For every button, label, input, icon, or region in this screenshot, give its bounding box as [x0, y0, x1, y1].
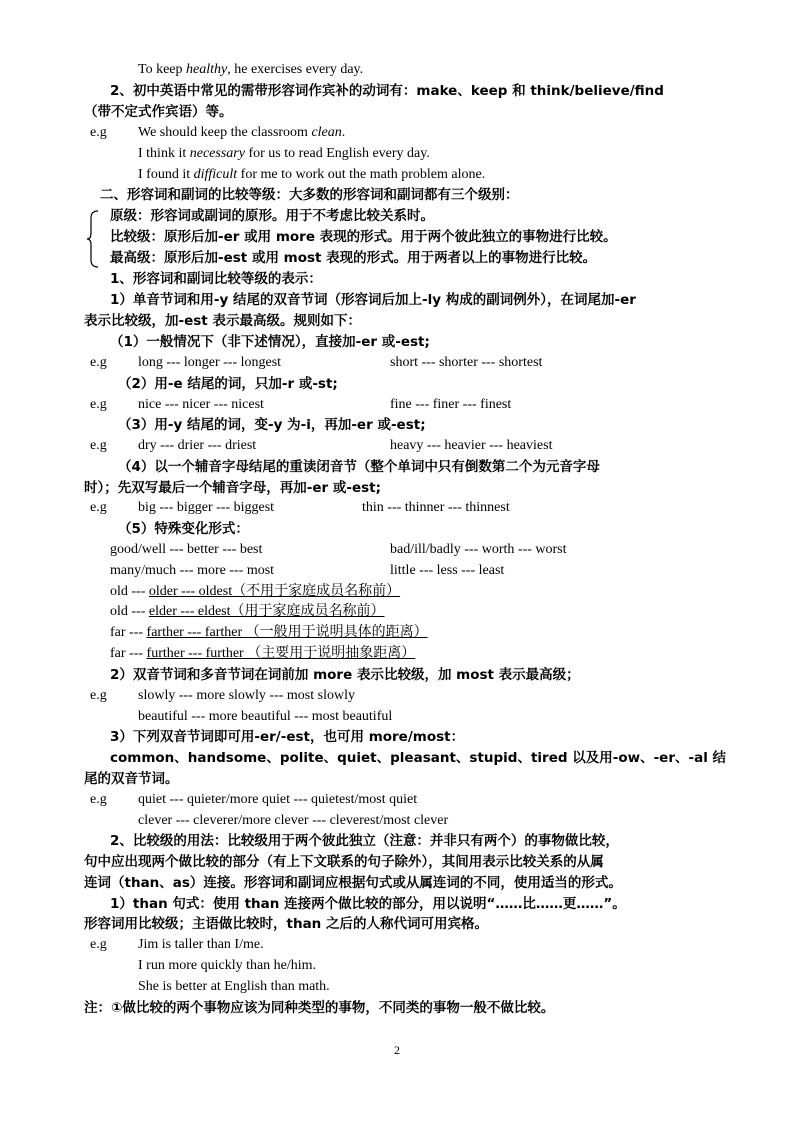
example-line: clever --- cleverer/more clever --- cleverest/most clever: [138, 813, 449, 828]
text-line: 形容词用比较级；主语做比较时，than 之后的人称代词可用宾格。: [84, 916, 488, 932]
text-line: （4）以一个辅音字母结尾的重读闭音节（整个单词中只有倒数第二个为元音字母: [118, 459, 600, 475]
text-line: 2、比较级的用法：比较级用于两个彼此独立（注意：并非只有两个）的事物做比较，: [110, 833, 619, 849]
text-line: （1）一般情况下（非下述情况），直接加-er 或-est;: [110, 334, 430, 350]
example-line: I think it necessary for us to read English every day.: [138, 146, 430, 161]
example-line: I found it difficult for me to work out the math problem alone.: [138, 167, 486, 182]
text-line: 最高级：原形后加-est 或用 most 表现的形式。用于两者以上的事物进行比较。: [110, 250, 597, 266]
text-line: 表示比较级，加-est 表示最高级。规则如下：: [84, 313, 361, 329]
eg-label: e.g: [90, 688, 107, 703]
example-line: many/much --- more --- most: [110, 563, 275, 578]
text-line: 原级：形容词或副词的原形。用于不考虑比较关系时。: [110, 208, 434, 224]
example-line: big --- bigger --- biggest: [138, 500, 275, 515]
text-line: （带不定式作宾语）等。: [84, 104, 233, 120]
eg-label: e.g: [90, 397, 107, 412]
example-line: old --- older --- oldest（不用于家庭成员名称前）: [110, 584, 401, 599]
text-line: 3）下列双音节词即可用-er/-est，也可用 more/most：: [110, 729, 465, 745]
example-line: slowly --- more slowly --- most slowly: [138, 688, 355, 703]
text-line: （3）用-y 结尾的词，变-y 为-i，再加-er 或-est;: [118, 417, 426, 433]
eg-label: e.g: [90, 500, 107, 515]
example-line: We should keep the classroom clean.: [138, 125, 346, 140]
example-line: short --- shorter --- shortest: [390, 355, 543, 370]
example-line: dry --- drier --- driest: [138, 438, 257, 453]
text-line: 尾的双音节词。: [84, 771, 179, 787]
text-line: 比较级：原形后加-er 或用 more 表现的形式。用于两个彼此独立的事物进行比较。: [110, 229, 617, 245]
eg-label: e.g: [90, 937, 107, 952]
text-line: （2）用-e 结尾的词，只加-r 或-st;: [118, 376, 338, 392]
example-line: nice --- nicer --- nicest: [138, 397, 264, 412]
example-line: fine --- finer --- finest: [390, 397, 512, 412]
note-line: 注：①做比较的两个事物应该为同种类型的事物，不同类的事物一般不做比较。: [84, 1000, 555, 1016]
text-line: 句中应出现两个做比较的部分（有上下文联系的句子除外），其间用表示比较关系的从属: [84, 854, 604, 870]
brace-icon: [86, 210, 100, 268]
example-line: thin --- thinner --- thinnest: [362, 500, 510, 515]
text-line: 1、形容词和副词比较等级的表示：: [110, 271, 322, 287]
text-line: common、handsome、polite、quiet、pleasant、stupid、tired 以及用-ow、-er、-al 结: [110, 750, 727, 766]
example-line: long --- longer --- longest: [138, 355, 282, 370]
text-line: 2）双音节词和多音节词在词前加 more 表示比较级，加 most 表示最高级；: [110, 667, 580, 683]
example-line: I run more quickly than he/him.: [138, 958, 317, 973]
section-heading: 二、形容词和副词的比较等级：大多数的形容词和副词都有三个级别：: [100, 187, 519, 203]
eg-label: e.g: [90, 792, 107, 807]
example-line: Jim is taller than I/me.: [138, 937, 264, 952]
example-line: quiet --- quieter/more quiet --- quietest/most quiet: [138, 792, 418, 807]
page-number: 2: [394, 1043, 400, 1057]
example-line: little --- less --- least: [390, 563, 505, 578]
example-line: To keep healthy, he exercises every day.: [138, 62, 364, 77]
example-line: She is better at English than math.: [138, 979, 330, 994]
text-line: 2、初中英语中常见的需带形容词作宾补的动词有：make、keep 和 think/believe/find: [110, 83, 664, 99]
example-line: far --- farther --- farther （一般用于说明具体的距离）: [110, 625, 428, 640]
example-line: old --- elder --- eldest（用于家庭成员名称前）: [110, 604, 385, 619]
text-line: 1）than 句式：使用 than 连接两个做比较的部分，用以说明“……比……更……”。: [110, 896, 626, 912]
text-line: （5）特殊变化形式：: [118, 521, 249, 537]
eg-label: e.g: [90, 355, 107, 370]
text-line: 1）单音节词和用-y 结尾的双音节词（形容词后加上-ly 构成的副词例外），在词尾加-er: [110, 292, 636, 308]
example-line: far --- further --- further （主要用于说明抽象距离）: [110, 646, 416, 661]
text-line: 时）；先双写最后一个辅音字母，再加-er 或-est;: [84, 480, 382, 496]
example-line: beautiful --- more beautiful --- most beautiful: [138, 709, 393, 724]
text-line: 连词（than、as）连接。形容词和副词应根据句式或从属连词的不同，使用适当的形式。: [84, 875, 622, 891]
example-line: bad/ill/badly --- worth --- worst: [390, 542, 567, 557]
example-line: heavy --- heavier --- heaviest: [390, 438, 553, 453]
eg-label: e.g: [90, 438, 107, 453]
eg-label: e.g: [90, 125, 107, 140]
example-line: good/well --- better --- best: [110, 542, 263, 557]
